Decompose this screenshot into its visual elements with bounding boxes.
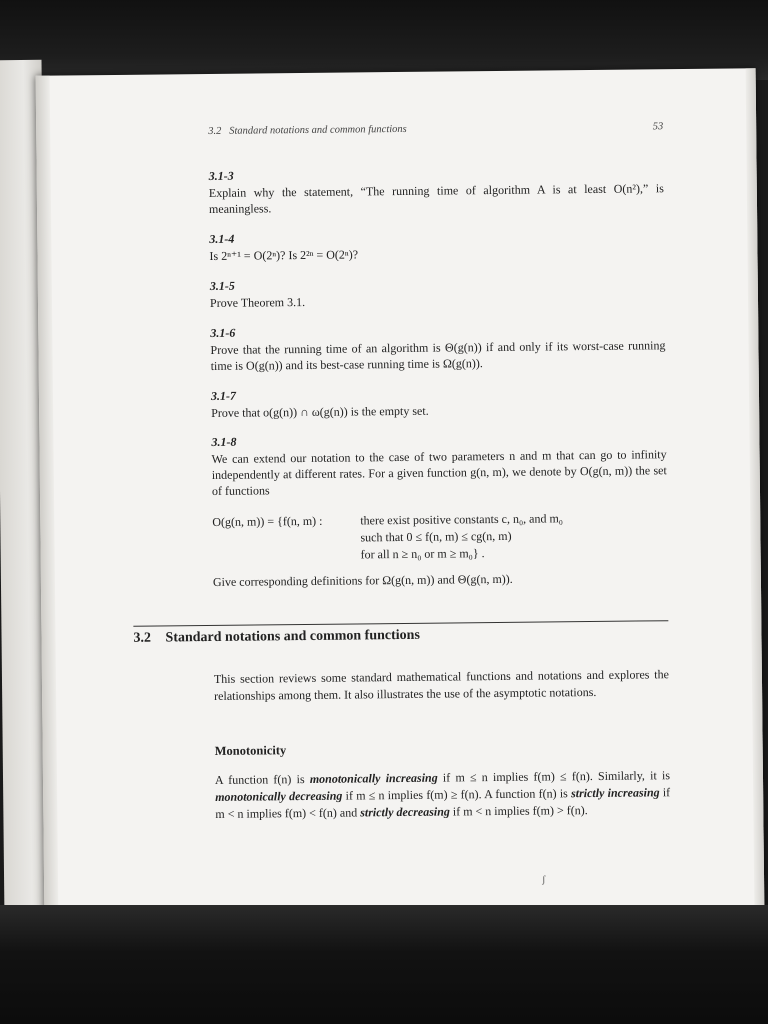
exercise-number: 3.1-7 xyxy=(210,388,237,403)
exercise-3-1-7 xyxy=(211,383,666,421)
paragraph-text: if m ≤ n implies f(m) ≥ f(n). A function f(n) is xyxy=(342,786,572,803)
exercise-text: Prove Theorem 3.1. xyxy=(209,294,306,310)
display-line-2: such that 0 ≤ f(n, m) ≤ cg(n, m) xyxy=(360,528,512,545)
exercise-number: 3.1-3 xyxy=(208,168,234,183)
defined-term: monotonically decreasing xyxy=(215,788,343,804)
paragraph-text: if m < n implies f(m) > f(n). xyxy=(449,803,588,819)
top-background-shadow xyxy=(0,0,768,80)
bottom-background-shadow xyxy=(0,905,768,1024)
exercise-text: Explain why the statement, “The running time of algorithm A is at least O(n²),” is meaningless. xyxy=(208,181,664,216)
section-rule xyxy=(133,620,668,627)
monotonicity-paragraph xyxy=(215,767,671,823)
section-intro: This section reviews some standard mathematical functions and notations and explores the relationships among them. It also illustrates the use of the asymptotic notations. xyxy=(213,667,669,703)
defined-term: strictly increasing xyxy=(570,785,660,801)
exercise-text: Is 2ⁿ⁺¹ = O(2ⁿ)? Is 2²ⁿ = O(2ⁿ)? xyxy=(209,247,359,263)
exercise-text: Prove that o(g(n)) ∩ ω(g(n)) is the empty set. xyxy=(211,403,429,420)
section-heading xyxy=(133,628,420,647)
exercise-3-1-6 xyxy=(210,320,665,374)
running-head xyxy=(208,121,663,137)
exercise-text: We can extend our notation to the case of two parameters n and m that can go to infinity independently at different rates. For a given function g(n, m), we denote by O(g(n, m)) the set of functions xyxy=(211,447,667,498)
defined-term: monotonically increasing xyxy=(309,770,438,786)
exercise-3-1-3 xyxy=(209,163,664,217)
display-lhs: O(g(n, m)) = {f(n, m) : xyxy=(212,513,323,529)
stray-mark: ʃ xyxy=(542,874,546,886)
display-line-3: for all n ≥ n₀ or m ≥ m₀} . xyxy=(360,546,485,562)
running-head-section: 3.2 xyxy=(208,125,222,137)
exercise-number: 3.1-6 xyxy=(210,325,236,340)
exercise-3-1-4 xyxy=(209,226,664,264)
section-title: Standard notations and common functions xyxy=(165,627,420,646)
paragraph-text: A function f(n) is xyxy=(214,771,310,787)
exercise-text: Prove that the running time of an algorithm is Θ(g(n)) if and only if its worst-case running time is O(g(n)) and its best-case running time is Ω(g(n)). xyxy=(210,338,666,373)
exercise-number: 3.1-4 xyxy=(209,231,235,246)
page-number: 53 xyxy=(652,121,664,133)
book-page xyxy=(36,68,765,917)
exercise-number: 3.1-5 xyxy=(209,278,235,293)
exercise-closing-sentence: Give corresponding definitions for Ω(g(n, m)) and Θ(g(n, m)). xyxy=(212,571,513,589)
paragraph-text: if m < n implies f(m) < f(n) and xyxy=(215,785,671,821)
section-number: 3.2 xyxy=(133,630,152,646)
exercise-number: 3.1-8 xyxy=(211,434,237,449)
running-head-title: Standard notations and common functions xyxy=(229,123,407,137)
display-line-1: there exist positive constants c, n₀, and m₀ xyxy=(360,511,564,528)
exercise-3-1-5 xyxy=(210,273,665,311)
exercise-3-1-8 xyxy=(211,429,667,499)
subsection-heading: Monotonicity xyxy=(214,743,287,758)
paragraph-text: if m ≤ n implies f(m) ≤ f(n). Similarly, it is xyxy=(437,768,671,785)
defined-term: strictly decreasing xyxy=(360,804,450,820)
page-content xyxy=(36,68,765,917)
